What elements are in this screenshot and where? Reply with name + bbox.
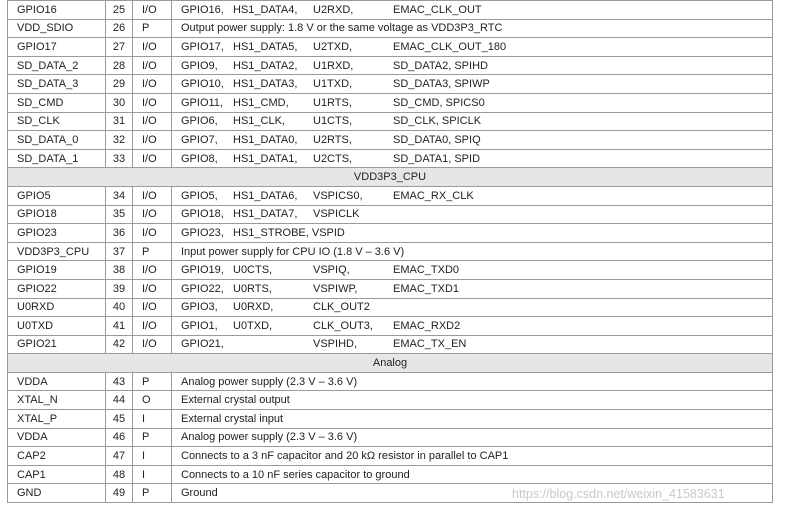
function-3: VSPICLK bbox=[313, 208, 360, 221]
function-3: U1CTS, bbox=[313, 115, 353, 128]
pin-row bbox=[8, 298, 773, 317]
pin-name: XTAL_N bbox=[8, 391, 106, 410]
pin-function: Analog power supply (2.3 V – 3.6 V) bbox=[172, 372, 773, 391]
pin-row bbox=[8, 428, 773, 447]
pin-type: P bbox=[133, 484, 172, 503]
pin-number: 27 bbox=[106, 38, 133, 57]
pin-name: GPIO21 bbox=[8, 335, 106, 354]
pin-function: Output power supply: 1.8 V or the same voltage as VDD3P3_RTC bbox=[172, 19, 773, 38]
function-1: GPIO23, bbox=[181, 226, 224, 239]
function-1: GPIO8, bbox=[181, 152, 218, 165]
pin-number: 34 bbox=[106, 186, 133, 205]
pin-name: GPIO19 bbox=[8, 261, 106, 280]
pin-row bbox=[8, 38, 773, 57]
pin-name: VDDA bbox=[8, 372, 106, 391]
function-3: U2RXD, bbox=[313, 3, 354, 16]
pin-type: I/O bbox=[133, 1, 172, 20]
function-2: HS1_DATA6, bbox=[233, 189, 298, 202]
function-1: GPIO3, bbox=[181, 301, 218, 314]
pin-number: 46 bbox=[106, 428, 133, 447]
pin-name: GPIO18 bbox=[8, 205, 106, 224]
pin-number: 41 bbox=[106, 317, 133, 336]
pin-row bbox=[8, 1, 773, 20]
pin-type: I/O bbox=[133, 186, 172, 205]
pin-type: I/O bbox=[133, 38, 172, 57]
pin-name: GPIO17 bbox=[8, 38, 106, 57]
function-1: GPIO18, bbox=[181, 208, 224, 221]
function-3: VSPIWP, bbox=[313, 282, 358, 295]
function-2: U0CTS, bbox=[233, 264, 273, 277]
function-1: GPIO16, bbox=[181, 3, 224, 16]
pin-row bbox=[8, 335, 773, 354]
pin-type: I/O bbox=[133, 298, 172, 317]
pin-number: 49 bbox=[106, 484, 133, 503]
pin-number: 47 bbox=[106, 447, 133, 466]
pin-number: 36 bbox=[106, 224, 133, 243]
pin-name: CAP1 bbox=[8, 465, 106, 484]
pin-name: SD_CMD bbox=[8, 93, 106, 112]
pin-name: U0RXD bbox=[8, 298, 106, 317]
function-4: SD_DATA1, SPID bbox=[393, 152, 481, 165]
function-1: GPIO21, bbox=[181, 338, 224, 351]
function-1: GPIO11, bbox=[181, 96, 223, 109]
pin-number: 44 bbox=[106, 391, 133, 410]
function-2: HS1_DATA4, bbox=[233, 3, 298, 16]
pin-row bbox=[8, 149, 773, 168]
function-1: GPIO1, bbox=[181, 319, 218, 332]
section-label: Analog bbox=[8, 354, 773, 373]
function-3: U1RXD, bbox=[313, 59, 354, 72]
function-3: U2CTS, bbox=[313, 152, 353, 165]
pin-row bbox=[8, 112, 773, 131]
function-1: GPIO7, bbox=[181, 133, 218, 146]
pin-type: P bbox=[133, 19, 172, 38]
function-4: EMAC_RX_CLK bbox=[393, 189, 474, 202]
function-2: HS1_DATA2, bbox=[233, 59, 298, 72]
pin-type: P bbox=[133, 428, 172, 447]
pin-name: GPIO22 bbox=[8, 279, 106, 298]
pin-function: Connects to a 10 nF series capacitor to ground bbox=[172, 465, 773, 484]
function-3: VSPICS0, bbox=[313, 189, 363, 202]
pin-number: 48 bbox=[106, 465, 133, 484]
pin-name: SD_DATA_3 bbox=[8, 75, 106, 94]
function-2: HS1_DATA5, bbox=[233, 40, 298, 53]
function-4: EMAC_TX_EN bbox=[393, 338, 467, 351]
function-4: SD_DATA0, SPIQ bbox=[393, 133, 481, 146]
pin-number: 45 bbox=[106, 410, 133, 429]
pin-type: I/O bbox=[133, 93, 172, 112]
function-3: U2RTS, bbox=[313, 133, 352, 146]
pin-type: I/O bbox=[133, 205, 172, 224]
pin-function bbox=[172, 224, 773, 243]
pin-number: 43 bbox=[106, 372, 133, 391]
function-4: EMAC_RXD2 bbox=[393, 319, 461, 332]
pin-table-body bbox=[8, 1, 773, 503]
pin-row bbox=[8, 131, 773, 150]
function-1: GPIO6, bbox=[181, 115, 218, 128]
pin-function bbox=[172, 261, 773, 280]
function-2: HS1_DATA7, bbox=[233, 208, 298, 221]
pin-name: SD_DATA_1 bbox=[8, 149, 106, 168]
pin-type: I bbox=[133, 447, 172, 466]
function-4: SD_CMD, SPICS0 bbox=[393, 96, 485, 109]
pin-function bbox=[172, 298, 773, 317]
pin-number: 31 bbox=[106, 112, 133, 131]
pin-name: SD_CLK bbox=[8, 112, 106, 131]
pin-name: GPIO16 bbox=[8, 1, 106, 20]
pin-type: I/O bbox=[133, 149, 172, 168]
pin-row bbox=[8, 75, 773, 94]
pin-row bbox=[8, 186, 773, 205]
function-1: GPIO9, bbox=[181, 59, 218, 72]
pin-function: Analog power supply (2.3 V – 3.6 V) bbox=[172, 428, 773, 447]
function-2: HS1_STROBE, VSPID bbox=[233, 226, 345, 239]
pin-number: 40 bbox=[106, 298, 133, 317]
pin-row bbox=[8, 410, 773, 429]
pin-number: 32 bbox=[106, 131, 133, 150]
function-2: HS1_DATA0, bbox=[233, 133, 298, 146]
function-3: CLK_OUT3, bbox=[313, 319, 373, 332]
pin-function: External crystal input bbox=[172, 410, 773, 429]
pin-type: P bbox=[133, 372, 172, 391]
function-1: GPIO5, bbox=[181, 189, 218, 202]
pin-function bbox=[172, 335, 773, 354]
pin-type: I/O bbox=[133, 279, 172, 298]
pin-type: I/O bbox=[133, 56, 172, 75]
pin-number: 28 bbox=[106, 56, 133, 75]
pin-function bbox=[172, 279, 773, 298]
pin-row bbox=[8, 19, 773, 38]
pin-function bbox=[172, 131, 773, 150]
pin-number: 30 bbox=[106, 93, 133, 112]
pin-function bbox=[172, 56, 773, 75]
pin-type: I/O bbox=[133, 261, 172, 280]
pin-type: I/O bbox=[133, 317, 172, 336]
function-4: EMAC_TXD1 bbox=[393, 282, 460, 295]
pin-function bbox=[172, 112, 773, 131]
pin-name: SD_DATA_0 bbox=[8, 131, 106, 150]
pin-type: I bbox=[133, 465, 172, 484]
pin-number: 39 bbox=[106, 279, 133, 298]
pin-type: I/O bbox=[133, 112, 172, 131]
pin-function bbox=[172, 75, 773, 94]
watermark: https://blog.csdn.net/weixin_41583631 bbox=[512, 487, 725, 501]
pin-name: VDD_SDIO bbox=[8, 19, 106, 38]
pin-row bbox=[8, 465, 773, 484]
pin-row bbox=[8, 224, 773, 243]
pin-name: U0TXD bbox=[8, 317, 106, 336]
pin-type: P bbox=[133, 242, 172, 261]
function-4: EMAC_CLK_OUT bbox=[393, 3, 482, 16]
pin-name: SD_DATA_2 bbox=[8, 56, 106, 75]
pin-function bbox=[172, 317, 773, 336]
function-3: CLK_OUT2 bbox=[313, 301, 370, 314]
pin-type: I/O bbox=[133, 335, 172, 354]
pin-function bbox=[172, 205, 773, 224]
pin-name: VDDA bbox=[8, 428, 106, 447]
pin-type: I/O bbox=[133, 75, 172, 94]
function-2: U0RXD, bbox=[233, 301, 274, 314]
pin-row bbox=[8, 56, 773, 75]
pin-name: GPIO5 bbox=[8, 186, 106, 205]
function-3: VSPIQ, bbox=[313, 264, 350, 277]
pin-name: XTAL_P bbox=[8, 410, 106, 429]
function-2: HS1_CMD, bbox=[233, 96, 289, 109]
pin-function bbox=[172, 1, 773, 20]
pin-name: GPIO23 bbox=[8, 224, 106, 243]
pin-type: I/O bbox=[133, 224, 172, 243]
function-4: EMAC_TXD0 bbox=[393, 264, 460, 277]
function-1: GPIO17, bbox=[181, 40, 224, 53]
pin-row bbox=[8, 242, 773, 261]
function-3: U1RTS, bbox=[313, 96, 352, 109]
section-label: VDD3P3_CPU bbox=[8, 168, 773, 187]
pin-row bbox=[8, 93, 773, 112]
pin-row bbox=[8, 372, 773, 391]
pin-function bbox=[172, 186, 773, 205]
function-4: SD_CLK, SPICLK bbox=[393, 115, 482, 128]
pin-number: 42 bbox=[106, 335, 133, 354]
pin-number: 35 bbox=[106, 205, 133, 224]
function-2: HS1_DATA1, bbox=[233, 152, 298, 165]
pin-name: CAP2 bbox=[8, 447, 106, 466]
function-3: VSPIHD, bbox=[313, 338, 358, 351]
pin-number: 25 bbox=[106, 1, 133, 20]
function-1: GPIO10, bbox=[181, 78, 224, 91]
pin-row bbox=[8, 447, 773, 466]
section-row bbox=[8, 168, 773, 187]
pin-type: I bbox=[133, 410, 172, 429]
pin-number: 38 bbox=[106, 261, 133, 280]
function-2: HS1_CLK, bbox=[233, 115, 285, 128]
pin-function: Connects to a 3 nF capacitor and 20 kΩ resistor in parallel to CAP1 bbox=[172, 447, 773, 466]
function-2: U0RTS, bbox=[233, 282, 272, 295]
function-2: U0TXD, bbox=[233, 319, 273, 332]
pin-function bbox=[172, 93, 773, 112]
function-4: SD_DATA3, SPIWP bbox=[393, 78, 490, 91]
pin-name: VDD3P3_CPU bbox=[8, 242, 106, 261]
pin-number: 37 bbox=[106, 242, 133, 261]
pin-function: External crystal output bbox=[172, 391, 773, 410]
function-3: U1TXD, bbox=[313, 78, 353, 91]
function-3: U2TXD, bbox=[313, 40, 353, 53]
pin-function bbox=[172, 149, 773, 168]
pin-number: 33 bbox=[106, 149, 133, 168]
pin-function: Input power supply for CPU IO (1.8 V – 3.6 V) bbox=[172, 242, 773, 261]
section-row bbox=[8, 354, 773, 373]
pin-row bbox=[8, 317, 773, 336]
function-1: GPIO22, bbox=[181, 282, 224, 295]
pin-function: Ground bbox=[172, 484, 773, 503]
pin-row bbox=[8, 391, 773, 410]
function-4: SD_DATA2, SPIHD bbox=[393, 59, 488, 72]
pin-row bbox=[8, 261, 773, 280]
function-4: EMAC_CLK_OUT_180 bbox=[393, 40, 507, 53]
pin-type: I/O bbox=[133, 131, 172, 150]
pin-function bbox=[172, 38, 773, 57]
pin-row bbox=[8, 279, 773, 298]
pin-number: 26 bbox=[106, 19, 133, 38]
function-1: GPIO19, bbox=[181, 264, 224, 277]
function-2: HS1_DATA3, bbox=[233, 78, 298, 91]
pin-name: GND bbox=[8, 484, 106, 503]
pin-type: O bbox=[133, 391, 172, 410]
pin-description-table bbox=[7, 0, 773, 503]
pin-row bbox=[8, 205, 773, 224]
pin-number: 29 bbox=[106, 75, 133, 94]
